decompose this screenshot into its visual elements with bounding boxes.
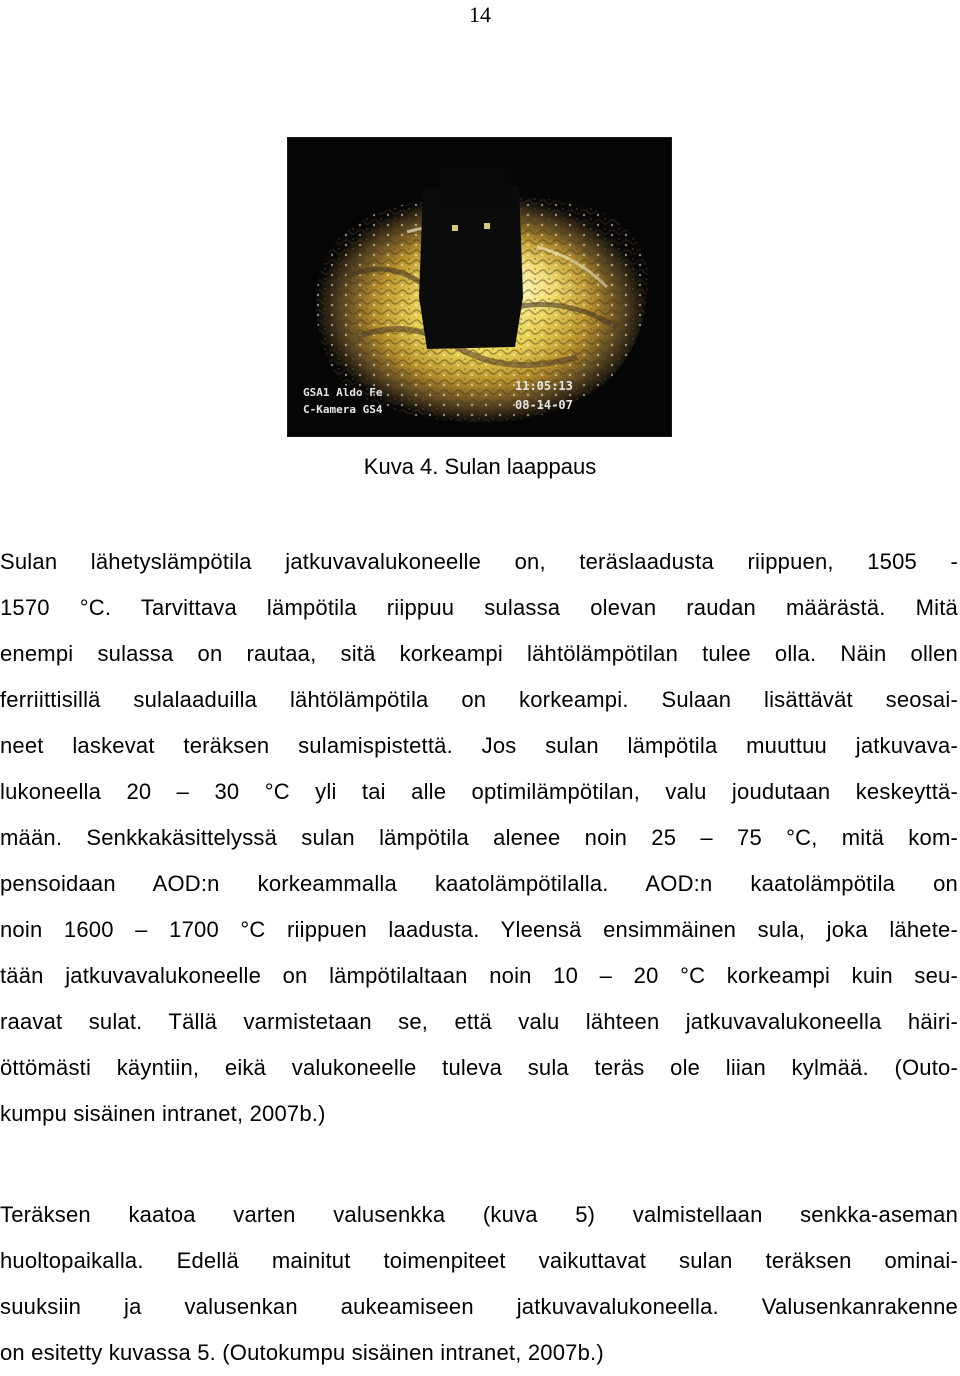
paragraph-line: lukoneella 20 – 30 °C yli tai alle optimilämpötilan, valu joudutaan keskeyttä- — [0, 779, 958, 804]
paragraph-line: pensoidaan AOD:n korkeammalla kaatolämpötilalla. AOD:n kaatolämpötila on — [0, 871, 958, 896]
overlay-text-left-2: C-Kamera GS4 — [303, 403, 383, 416]
paragraph-line: huoltopaikalla. Edellä mainitut toimenpiteet vaikuttavat sulan teräksen ominai- — [0, 1248, 958, 1273]
paragraph-line: Teräksen kaatoa varten valusenkka (kuva 5) valmistellaan senkka-aseman — [0, 1202, 958, 1227]
paragraph-line: neet laskevat teräksen sulamispistettä. Jos sulan lämpötila muuttuu jatkuvava- — [0, 733, 958, 758]
figure-caption: Kuva 4. Sulan laappaus — [363, 454, 597, 479]
paragraph-line: enempi sulassa on rautaa, sitä korkeampi lähtölämpötilan tulee olla. Näin ollen — [0, 641, 958, 666]
paragraph-line: on esitetty kuvassa 5. (Outokumpu sisäinen intranet, 2007b.) — [0, 1340, 604, 1365]
paragraph-1 — [0, 539, 958, 1137]
paragraph-line: noin 1600 – 1700 °C riippuen laadusta. Yleensä ensimmäinen sula, joka lähete- — [0, 917, 958, 942]
paragraph-line: Sulan lähetyslämpötila jatkuvavalukoneelle on, teräslaadusta riippuen, 1505 - — [0, 549, 958, 574]
ladle-mark-left — [452, 225, 458, 231]
overlay-date: 08-14-07 — [515, 398, 573, 412]
paragraph-line: ferriittisillä sulalaaduilla lähtölämpötila on korkeampi. Sulaan lisättävät seosai- — [0, 687, 958, 712]
ladle-mark-right — [484, 223, 490, 229]
paragraph-line: mään. Senkkakäsittelyssä sulan lämpötila alenee noin 25 – 75 °C, mitä kom- — [0, 825, 958, 850]
figure-ladle-photo — [287, 137, 672, 437]
overlay-text-left-1: GSA1 Aldo Fe — [303, 386, 383, 399]
paragraph-2 — [0, 1192, 958, 1376]
paragraph-line: tään jatkuvavalukoneelle on lämpötilaltaan noin 10 – 20 °C korkeampi kuin seu- — [0, 963, 958, 988]
paragraph-line: suuksiin ja valusenkan aukeamiseen jatkuvavalukoneella. Valusenkanrakenne — [0, 1294, 958, 1319]
molten-steel-image — [287, 137, 672, 437]
paragraph-line: kumpu sisäinen intranet, 2007b.) — [0, 1101, 326, 1126]
paragraph-line: 1570 °C. Tarvittava lämpötila riippuu sulassa olevan raudan määrästä. Mitä — [0, 595, 958, 620]
overlay-time: 11:05:13 — [515, 379, 573, 393]
page-number: 14 — [469, 2, 491, 27]
paragraph-line: öttömästi käyntiin, eikä valukoneelle tuleva sula teräs ole liian kylmää. (Outo- — [0, 1055, 958, 1080]
paragraph-line: raavat sulat. Tällä varmistetaan se, että valu lähteen jatkuvavalukoneella häiri- — [0, 1009, 958, 1034]
